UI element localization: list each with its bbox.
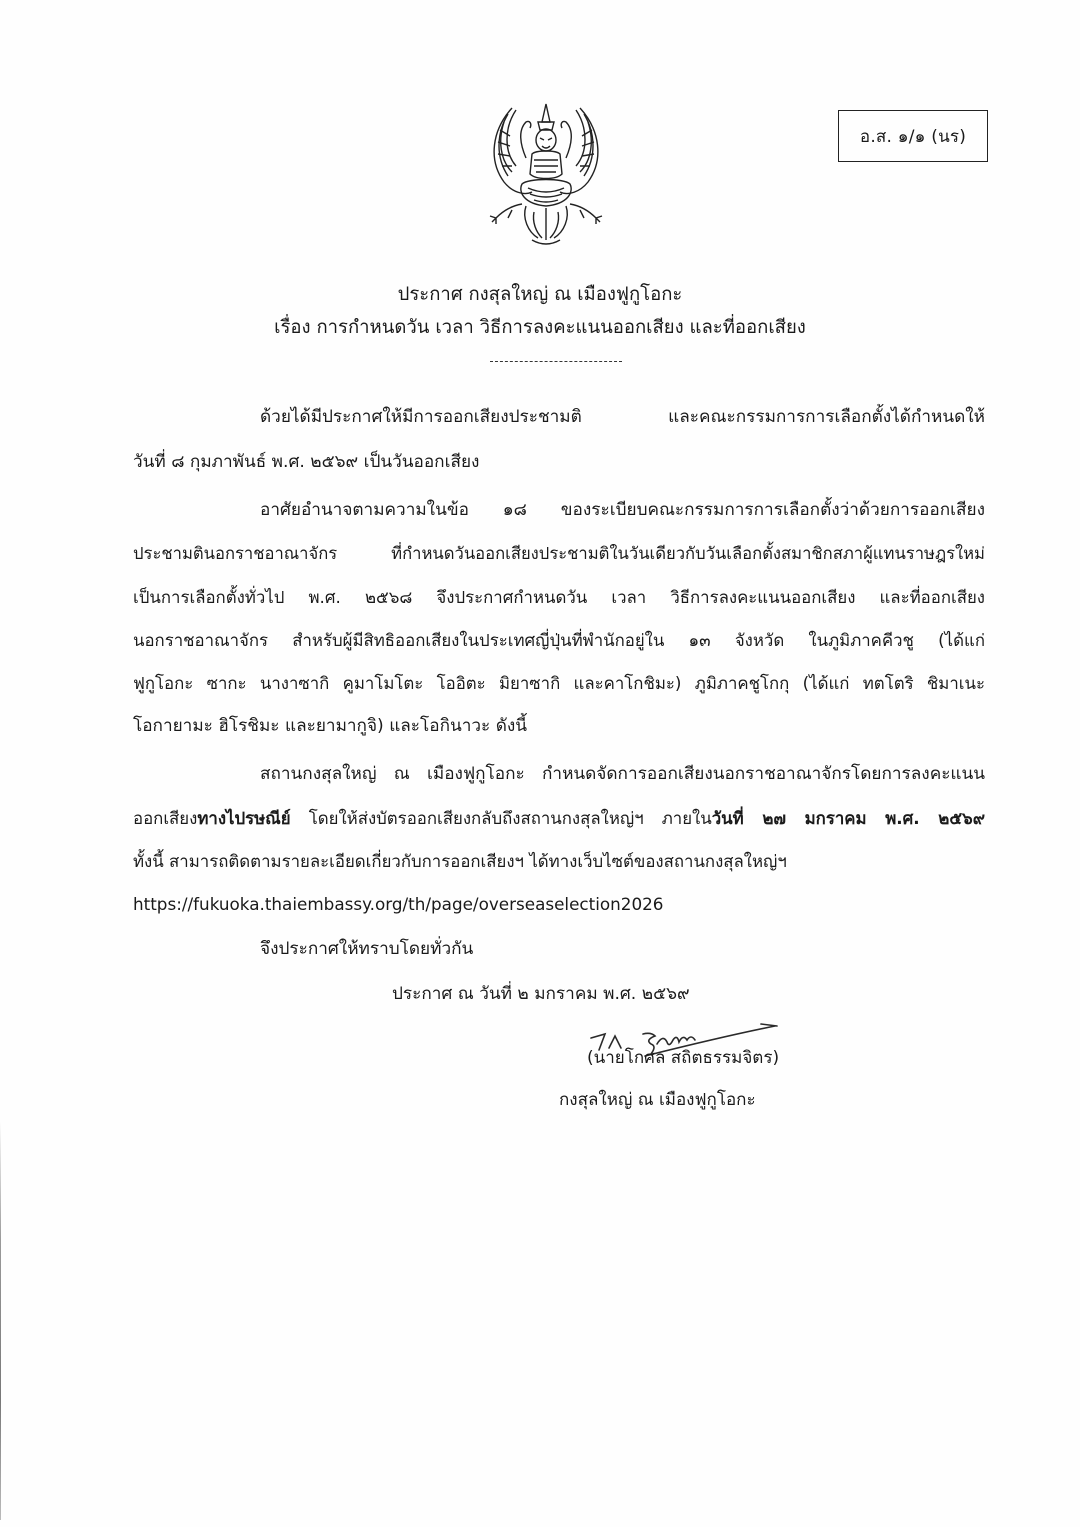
- paragraph-2-line-1: อาศัยอำนาจตามความในข้อ ๑๘ ของระเบียบคณะกรรมการการเลือกตั้งว่าด้วยการออกเสียง: [260, 500, 985, 520]
- paragraph-1-line-2: วันที่ ๘ กุมภาพันธ์ พ.ศ. ๒๕๖๙ เป็นวันออกเสียง: [133, 452, 480, 472]
- paragraph-3-line-3: ทั้งนี้ สามารถติดตามรายละเอียดเกี่ยวกับการออกเสียงฯ ได้ทางเว็บไซต์ของสถานกงสุลใหญ่ฯ: [133, 851, 787, 871]
- closing-statement: จึงประกาศให้ทราบโดยทั่วกัน: [260, 939, 474, 959]
- form-code-box: อ.ส. ๑/๑ (นร): [838, 110, 988, 162]
- paragraph-2-line-3: เป็นการเลือกตั้งทั่วไป พ.ศ. ๒๕๖๘ จึงประกาศกำหนดวัน เวลา วิธีการลงคะแนนออกเสียง และที่ออกเสียง: [133, 587, 985, 607]
- website-url-link[interactable]: https://fukuoka.thaiembassy.org/th/page/overseaselection2026: [133, 894, 664, 914]
- paragraph-2-line-4: นอกราชอาณาจักร สำหรับผู้มีสิทธิออกเสียงในประเทศญี่ปุ่นที่พำนักอยู่ใน ๑๓ จังหวัด ในภูมิภาคคีวชู (ได้แก่: [133, 630, 985, 650]
- postal-voting-emphasis: ทางไปรษณีย์: [197, 808, 291, 828]
- paragraph-3-line-1: สถานกงสุลใหญ่ ณ เมืองฟูกูโอกะ กำหนดจัดการออกเสียงนอกราชอาณาจักรโดยการลงคะแนน: [260, 764, 985, 784]
- title-divider: [490, 361, 622, 362]
- announcement-subject: เรื่อง การกำหนดวัน เวลา วิธีการลงคะแนนออกเสียง และที่ออกเสียง: [274, 317, 806, 338]
- announcement-title: ประกาศ กงสุลใหญ่ ณ เมืองฟูกูโอกะ: [397, 284, 683, 305]
- scan-edge-artifact: [0, 1120, 1, 1520]
- paragraph-2-line-6: โอกายามะ ฮิโรชิมะ และยามากูจิ) และโอกินาวะ ดังนี้: [133, 716, 528, 736]
- signatory-name: (นายโกศล สถิตธรรมจิตร): [587, 1048, 780, 1068]
- garuda-emblem-icon: [482, 100, 610, 250]
- paragraph-1-line-1: ด้วยได้มีประกาศให้มีการออกเสียงประชามติ และคณะกรรมการการเลือกตั้งได้กำหนดให้: [260, 407, 985, 427]
- announcement-date: ประกาศ ณ วันที่ ๒ มกราคม พ.ศ. ๒๕๖๙: [392, 984, 690, 1004]
- deadline-date-emphasis: วันที่ ๒๗ มกราคม พ.ศ. ๒๕๖๙: [711, 808, 985, 828]
- signatory-position: กงสุลใหญ่ ณ เมืองฟูกูโอกะ: [559, 1090, 756, 1110]
- paragraph-2-line-2: ประชามตินอกราชอาณาจักร ที่กำหนดวันออกเสียงประชามติในวันเดียวกับวันเลือกตั้งสมาชิกสภาผู้แทนราษฎรใหม่: [133, 544, 985, 563]
- paragraph-3-line-2: [133, 806, 985, 830]
- text-segment: โดยให้ส่งบัตรออกเสียงกลับถึงสถานกงสุลใหญ่ฯ ภายใน: [290, 808, 712, 828]
- text-segment: ออกเสียง: [133, 808, 198, 828]
- paragraph-2-line-5: ฟูกูโอกะ ซากะ นางาซากิ คูมาโมโตะ โออิตะ มิยาซากิ และคาโกชิมะ) ภูมิภาคชูโกกุ (ได้แก่ ทตโตริ ชิมาเนะ: [133, 673, 985, 693]
